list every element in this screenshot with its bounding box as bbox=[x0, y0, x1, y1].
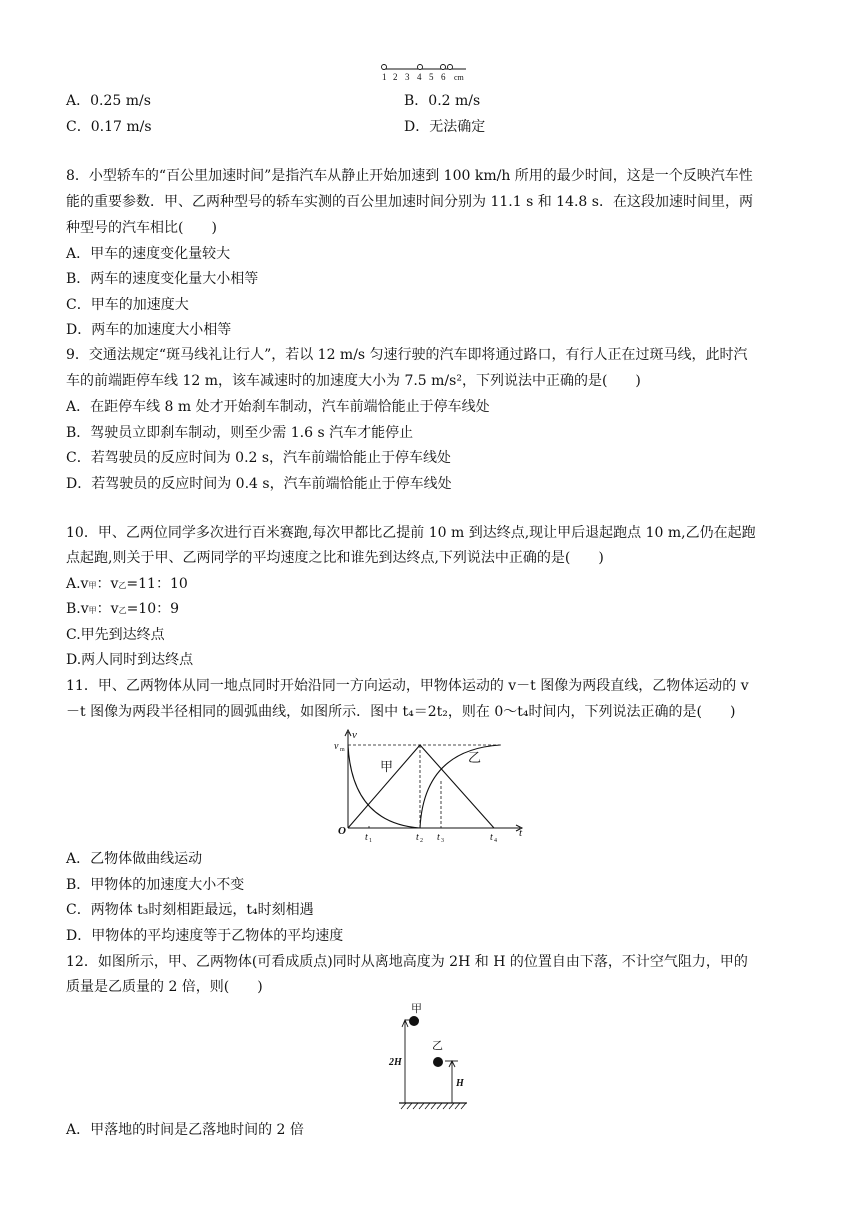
origin-label: O bbox=[338, 825, 346, 837]
ruler-label: 5 bbox=[429, 72, 434, 82]
vt-graph-figure bbox=[330, 728, 530, 846]
yi-label: 乙 bbox=[468, 750, 482, 765]
tape-dot bbox=[382, 65, 387, 70]
q9-option-c: C．若驾驶员的反应时间为 0.2 s，汽车前端恰能止于停车线处 bbox=[66, 450, 452, 466]
tick-t2: t bbox=[416, 832, 419, 843]
vm-label: v bbox=[334, 741, 339, 752]
jia-ball bbox=[409, 1016, 419, 1026]
tick-t4-sub: 4 bbox=[494, 838, 497, 844]
q10-stem-line: 点起跑,则关于甲、乙两同学的平均速度之比和谁先到达终点,下列说法中正确的是( ) bbox=[66, 550, 604, 566]
ruler-label: cm bbox=[454, 73, 464, 82]
q9-stem-line: 9．交通法规定“斑马线礼让行人”，若以 12 m/s 匀速行驶的汽车即将通过路口，有行人正在过斑马线，此时汽 bbox=[66, 347, 748, 363]
q10-option-a: A.v甲：v乙=11：10 bbox=[66, 576, 188, 592]
tape-dot bbox=[441, 65, 446, 70]
label-2h: 2H bbox=[389, 1057, 402, 1068]
q11-stem-line: 11．甲、乙两物体从同一地点同时开始沿同一方向运动，甲物体运动的 v－t 图像为两段直线，乙物体运动的 v bbox=[66, 678, 749, 694]
yi-ball bbox=[433, 1057, 443, 1067]
tick-t4: t bbox=[490, 832, 493, 843]
q11-option-c: C．两物体 t₃时刻相距最远，t₄时刻相遇 bbox=[66, 902, 314, 918]
ruler-label: 6 bbox=[441, 72, 446, 82]
tick-t1: t bbox=[365, 832, 368, 843]
jia-label: 甲 bbox=[380, 759, 394, 774]
q8-option-d: D．两车的加速度大小相等 bbox=[66, 322, 232, 338]
t-axis-label: t bbox=[519, 827, 523, 839]
tape-dot bbox=[418, 65, 423, 70]
q8-option-b: B．两车的速度变化量大小相等 bbox=[66, 271, 259, 287]
q11-stem-line: －t 图像为两段半径相同的圆弧曲线，如图所示．图中 t₄＝2t₂，则在 0～t₄时间内，下列说法正确的是( ) bbox=[66, 704, 736, 720]
q12-option-a: A．甲落地的时间是乙落地时间的 2 倍 bbox=[66, 1122, 304, 1138]
free-fall-figure bbox=[385, 1000, 495, 1112]
ground-hatch bbox=[401, 1103, 466, 1109]
q10-option-d: D.两人同时到达终点 bbox=[66, 652, 194, 668]
tick-t3: t bbox=[437, 832, 440, 843]
q7-option-b: B．0.2 m/s bbox=[404, 93, 481, 109]
label-h: H bbox=[456, 1078, 464, 1089]
q8-option-a: A．甲车的速度变化量较大 bbox=[66, 246, 231, 262]
v-axis-label: v bbox=[352, 729, 357, 741]
ruler-label: 4 bbox=[417, 72, 422, 82]
q8-stem-line: 能的重要参数．甲、乙两种型号的轿车实测的百公里加速时间分别为 11.1 s 和 14.8 s．在这段加速时间里，两 bbox=[66, 194, 753, 210]
yi-curve bbox=[420, 745, 500, 828]
q8-stem-line: 8．小型轿车的“百公里加速时间”是指汽车从静止开始加速到 100 km/h 所用的最少时间，这是一个反映汽车性 bbox=[66, 168, 753, 184]
tick-t3-sub: 3 bbox=[441, 838, 444, 844]
yi-ball-label: 乙 bbox=[432, 1040, 443, 1052]
q9-stem-line: 车的前端距停车线 12 m，该车减速时的加速度大小为 7.5 m/s²，下列说法中正确的是( ) bbox=[66, 373, 641, 389]
q12-stem-line: 12．如图所示，甲、乙两物体(可看成质点)同时从离地高度为 2H 和 H 的位置自由下落，不计空气阻力，甲的 bbox=[66, 954, 748, 970]
q11-option-b: B．甲物体的加速度大小不变 bbox=[66, 877, 245, 893]
ruler-label: 1 bbox=[382, 72, 387, 82]
jia-ball-label: 甲 bbox=[411, 1003, 422, 1015]
ruler-label: 3 bbox=[405, 72, 410, 82]
q10-stem-line: 10．甲、乙两位同学多次进行百米赛跑,每次甲都比乙提前 10 m 到达终点,现让甲后退起跑点 10 m,乙仍在起跑 bbox=[66, 525, 756, 541]
q8-stem-line: 种型号的汽车相比( ) bbox=[66, 220, 217, 236]
q7-tape-figure bbox=[376, 62, 486, 86]
tick-t2-sub: 2 bbox=[420, 838, 423, 844]
q10-option-c: C.甲先到达终点 bbox=[66, 627, 165, 643]
q9-option-d: D．若驾驶员的反应时间为 0.4 s，汽车前端恰能止于停车线处 bbox=[66, 476, 452, 492]
q8-option-c: C．甲车的加速度大 bbox=[66, 297, 189, 313]
ruler-label: 2 bbox=[393, 72, 398, 82]
tick-t1-sub: 1 bbox=[369, 838, 372, 844]
q11-option-a: A．乙物体做曲线运动 bbox=[66, 851, 203, 867]
q9-option-b: B．驾驶员立即刹车制动，则至少需 1.6 s 汽车才能停止 bbox=[66, 425, 414, 441]
vm-sub: m bbox=[340, 747, 345, 753]
tape-dot bbox=[448, 65, 453, 70]
q7-option-c: C．0.17 m/s bbox=[66, 119, 152, 135]
q10-option-b: B.v甲：v乙=10：9 bbox=[66, 601, 180, 617]
q7-option-a: A．0.25 m/s bbox=[66, 93, 151, 109]
q11-option-d: D．甲物体的平均速度等于乙物体的平均速度 bbox=[66, 928, 344, 944]
q9-option-a: A．在距停车线 8 m 处才开始刹车制动，汽车前端恰能止于停车线处 bbox=[66, 399, 490, 415]
q12-stem-line: 质量是乙质量的 2 倍，则( ) bbox=[66, 979, 263, 995]
q7-option-d: D．无法确定 bbox=[404, 119, 486, 135]
